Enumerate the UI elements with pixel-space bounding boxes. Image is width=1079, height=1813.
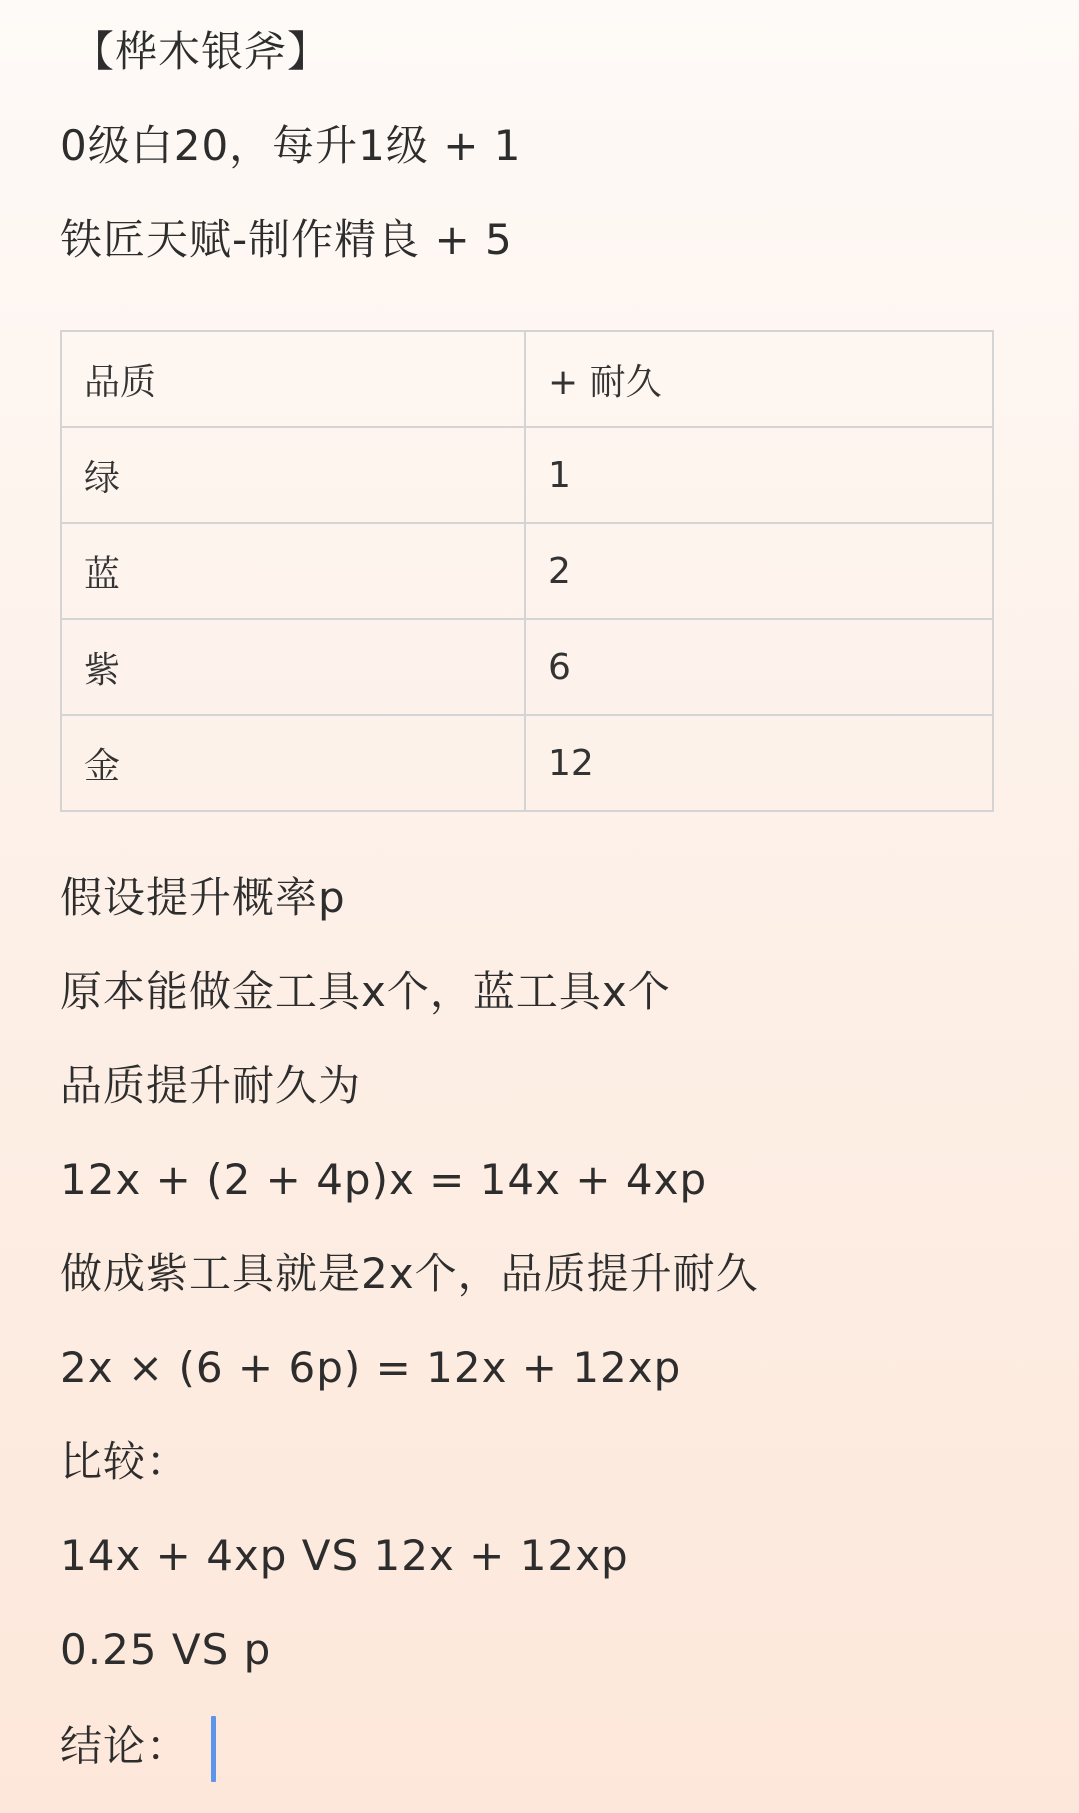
conclusion-line[interactable] [60,1716,216,1782]
note-line: 做成紫工具就是2x个，品质提升耐久 [60,1249,759,1298]
text-cursor [211,1716,216,1782]
table-cell: 金 [61,715,525,811]
formula-line: 14x + 4xp VS 12x + 12xp [60,1531,629,1580]
table-cell: 紫 [61,619,525,715]
conclusion-label: 结论： [60,1721,190,1771]
table-cell: 6 [525,619,993,715]
table-header-row [61,331,993,427]
formula-line: 0.25 VS p [60,1625,272,1674]
note-line: 假设提升概率p [60,873,346,922]
table-row [61,619,993,715]
formula-line: 2x × (6 + 6p) = 12x + 12xp [60,1343,682,1392]
table-header-cell: + 耐久 [525,331,993,427]
table-cell: 绿 [61,427,525,523]
table-row [61,427,993,523]
note-line: 0级白20，每升1级 + 1 [60,121,522,170]
table-row [61,523,993,619]
formula-line: 12x + (2 + 4p)x = 14x + 4xp [60,1155,708,1204]
table-cell: 1 [525,427,993,523]
note-line: 品质提升耐久为 [60,1061,362,1110]
table-row [61,715,993,811]
quality-durability-table [60,330,994,812]
note-line: 原本能做金工具x个，蓝工具x个 [60,967,671,1016]
table-cell: 12 [525,715,993,811]
table-cell: 2 [525,523,993,619]
table-header-cell: 品质 [61,331,525,427]
note-line: 比较： [60,1437,190,1486]
note-title: 【桦木银斧】 [72,27,331,76]
table-cell: 蓝 [61,523,525,619]
note-line: 铁匠天赋-制作精良 + 5 [60,215,513,264]
